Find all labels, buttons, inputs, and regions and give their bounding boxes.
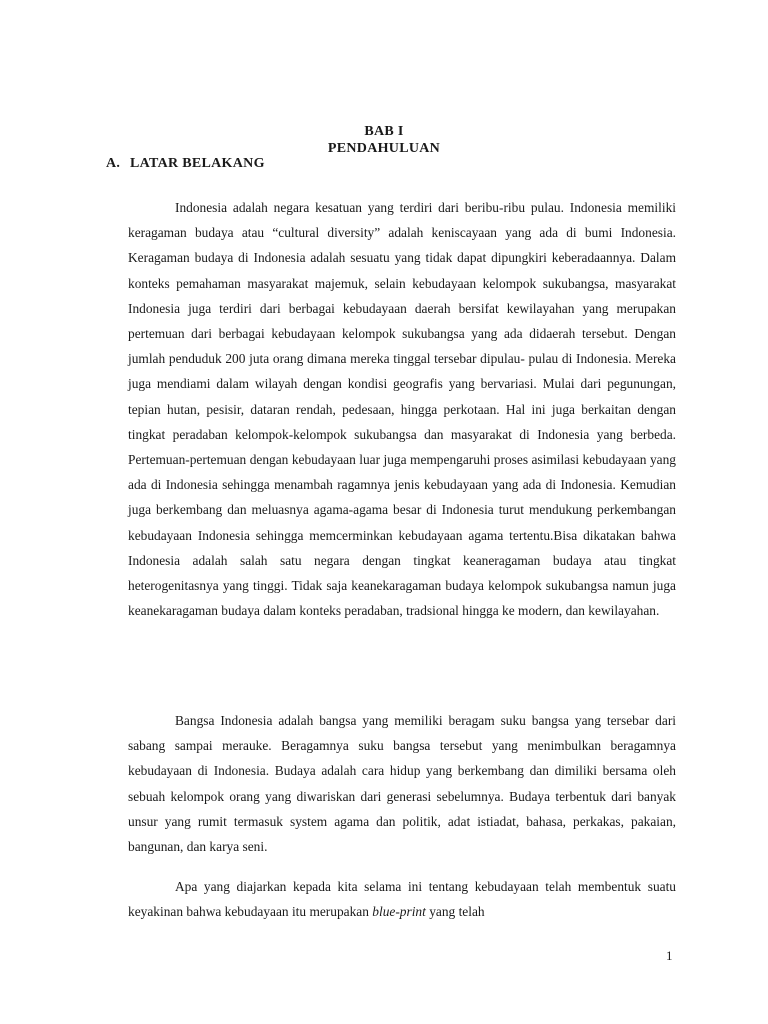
section-heading: [106, 156, 265, 172]
paragraph-1: Indonesia adalah negara kesatuan yang terdiri dari beribu-ribu pulau. Indonesia memiliki keragaman budaya atau “cultural diversity” adalah keniscayaan yang ada di bumi Indonesia. Keragaman budaya di Indonesia adalah sesuatu yang tidak dapat dipungkiri keberadaannya. Dalam konteks pemahaman masyarakat majemuk, selain kebudayaan kelompok sukubangsa, masyarakat Indonesia juga terdiri dari berbagai kebudayaan daerah bersifat kewilayahan yang merupakan pertemuan dari berbagai kebudayaan kelompok sukubangsa yang ada didaerah tersebut. Dengan jumlah penduduk 200 juta orang dimana mereka tinggal tersebar dipulau- pulau di Indonesia. Mereka juga mendiami dalam wilayah dengan kondisi geografis yang bervariasi. Mulai dari pegunungan, tepian hutan, pesisir, dataran rendah, pedesaan, hingga perkotaan. Hal ini juga berkaitan dengan tingkat peradaban kelompok-kelompok sukubangsa dan masyarakat di Indonesia yang berbeda. Pertemuan-pertemuan dengan kebudayaan luar juga mempengaruhi proses asimilasi kebudayaan yang ada di Indonesia sehingga menambah ragamnya jenis kebudayaan yang ada di Indonesia. Kemudian juga berkembang dan meluasnya agama-agama besar di Indonesia turut mendukung perkembangan kebudayaan Indonesia sehingga memcerminkan kebudayaan agama tertentu.Bisa dikatakan bahwa Indonesia adalah salah satu negara dengan tingkat keaneragaman budaya atau tingkat heterogenitasnya yang tinggi. Tidak saja keanekaragaman budaya kelompok sukubangsa namun juga keanekaragaman budaya dalam konteks peradaban, tradsional hingga ke modern, dan kewilayahan.: [128, 200, 676, 619]
paragraph-3-text-after: yang telah: [425, 904, 485, 920]
section-marker: A.: [106, 156, 121, 171]
paragraph-2-block: [128, 708, 676, 859]
paragraph-3-block: [128, 874, 676, 924]
section-title: LATAR BELAKANG: [130, 156, 265, 171]
paragraph-3: [128, 874, 676, 924]
page-number: 1: [666, 948, 673, 963]
paragraph-3-text-before: Apa yang diajarkan kepada kita selama ini tentang kebudayaan telah membentuk suatu keyakinan bahwa kebudayaan itu merupakan: [128, 879, 676, 920]
chapter-number: BAB I: [364, 124, 404, 139]
paragraph-3-italic-term: blue-print: [372, 904, 426, 920]
chapter-title: PENDAHULUAN: [327, 141, 441, 156]
paragraph-1-block: [128, 195, 676, 623]
paragraph-2: Bangsa Indonesia adalah bangsa yang memiliki beragam suku bangsa yang tersebar dari sabang sampai merauke. Beragamnya suku bangsa tersebut yang menimbulkan beragamnya kebudayaan di Indonesia. Budaya adalah cara hidup yang berkembang dan dimiliki bersama oleh sebuah kelompok orang yang diwariskan dari generasi sebelumnya. Budaya terbentuk dari banyak unsur yang rumit termasuk system agama dan politik, adat istiadat, bahasa, perkakas, pakaian, bangunan, dan karya seni.: [128, 713, 676, 855]
